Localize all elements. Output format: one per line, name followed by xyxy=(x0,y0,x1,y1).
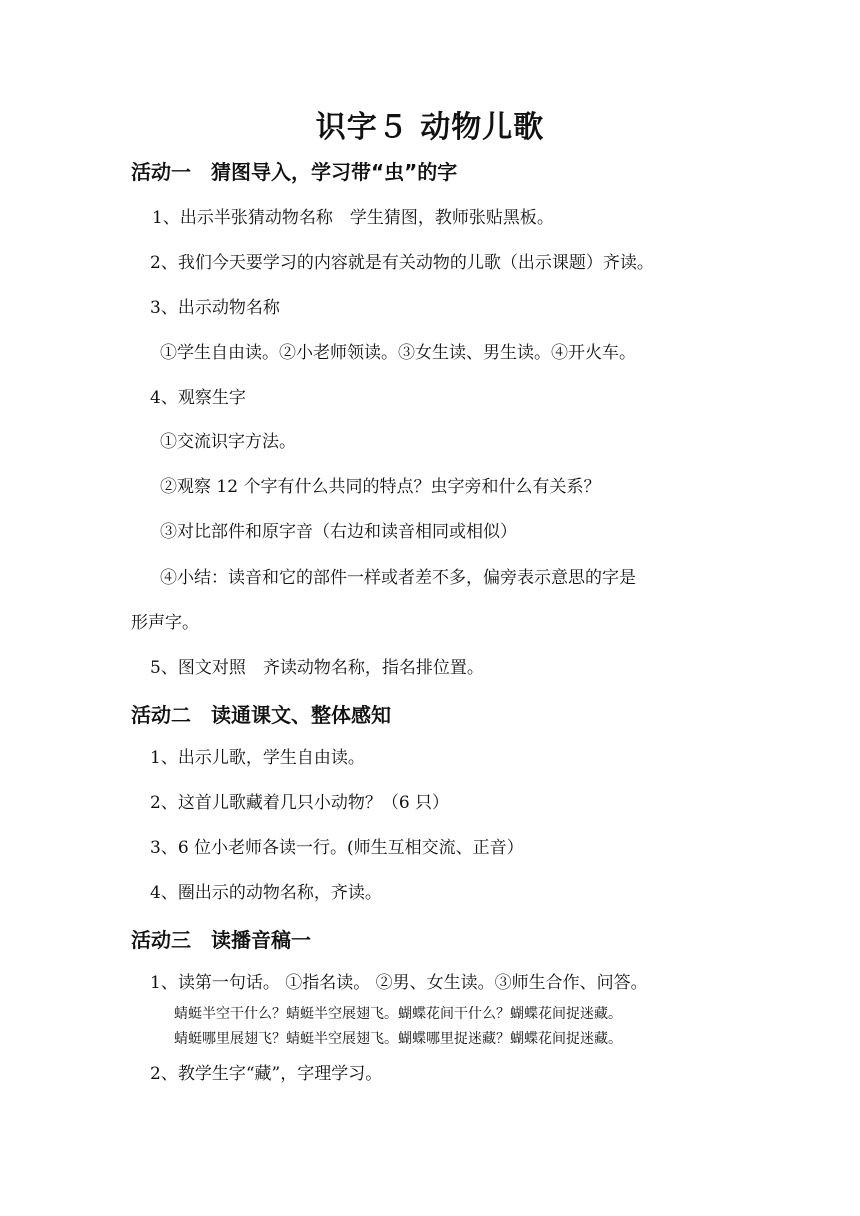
section-heading-1: 活动一 猜图导入，学习带“虫”的字 xyxy=(131,160,458,184)
section-heading-3: 活动三 读播音稿一 xyxy=(131,928,311,952)
dialogue-line: 蜻蜓半空干什么？蜻蜓半空展翅飞。蝴蝶花间干什么？蝴蝶花间捉迷藏。 xyxy=(174,1006,622,1022)
paragraph: ②观察 12 个字有什么共同的特点？虫字旁和什么有关系？ xyxy=(160,477,601,497)
dialogue-line: 蜻蜓哪里展翅飞？蜻蜓半空展翅飞。蝴蝶哪里捉迷藏？蝴蝶花间捉迷藏。 xyxy=(174,1031,622,1047)
paragraph: 2、教学生字“藏”，字理学习。 xyxy=(150,1064,383,1084)
page-title: 识字５ 动物儿歌 xyxy=(315,110,545,145)
paragraph: 3、出示动物名称 xyxy=(150,298,280,318)
paragraph: 5、图文对照 齐读动物名称，指名排位置。 xyxy=(150,658,484,678)
paragraph: ④小结：读音和它的部件一样或者差不多，偏旁表示意思的字是 xyxy=(160,568,636,588)
paragraph: 4、观察生字 xyxy=(150,388,246,408)
paragraph: 形声字。 xyxy=(131,613,199,633)
paragraph: 1、读第一句话。 ①指名读。 ②男、女生读。③师生合作、问答。 xyxy=(150,973,648,993)
paragraph: 2、我们今天要学习的内容就是有关动物的儿歌（出示课题）齐读。 xyxy=(150,253,654,273)
paragraph: 1、出示半张猜动物名称 学生猜图，教师张贴黑板。 xyxy=(152,208,554,228)
paragraph: ①交流识字方法。 xyxy=(160,432,296,452)
paragraph: 1、出示儿歌，学生自由读。 xyxy=(150,748,365,768)
paragraph: 3、6 位小老师各读一行。(师生互相交流、正音） xyxy=(150,838,524,858)
paragraph: 4、圈出示的动物名称，齐读。 xyxy=(150,883,382,903)
section-heading-2: 活动二 读通课文、整体感知 xyxy=(131,703,391,727)
paragraph: ①学生自由读。②小老师领读。③女生读、男生读。④开火车。 xyxy=(160,343,636,363)
paragraph: 2、这首儿歌藏着几只小动物？（6 只） xyxy=(150,793,450,813)
paragraph: ③对比部件和原字音（右边和读音相同或相似） xyxy=(160,522,517,542)
